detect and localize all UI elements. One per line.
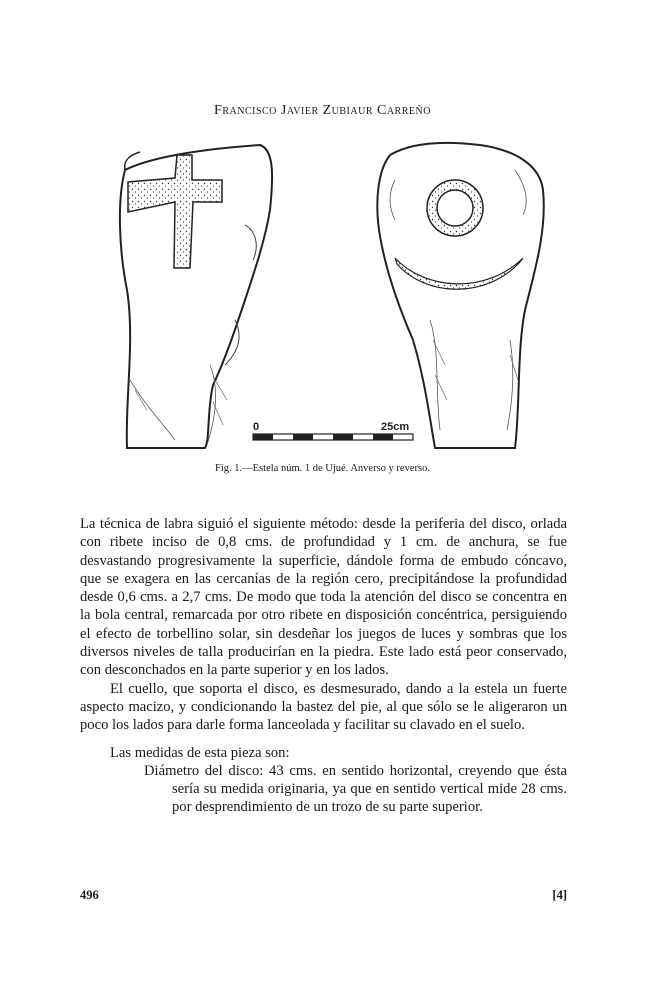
sequence-number: [4]: [552, 888, 567, 902]
figure-caption: Fig. 1.—Estela núm. 1 de Ujué. Anverso y reverso.: [215, 463, 430, 474]
figure-stele-drawing: [95, 140, 555, 455]
scale-bar: [253, 421, 413, 440]
body-text: [80, 515, 567, 817]
cross-relief: [128, 155, 222, 268]
stele-illustration: [95, 140, 555, 455]
scale-start-label: 0: [253, 421, 260, 433]
measure-item: Diámetro del disco: 43 cms. en sentido horizontal, creyendo que ésta sería su medida originaria, ya que en sentido vertical mide 28 cms. por desprendimiento de un trozo de su parte superior.: [144, 762, 567, 816]
crescent-groove: [395, 258, 523, 289]
page-footer: [80, 888, 567, 903]
stele-reverse: [377, 143, 543, 448]
scale-end-label: 25cm: [381, 421, 410, 433]
running-header: Francisco Javier Zubiaur Carreño: [214, 103, 431, 118]
stele-obverse: [120, 145, 272, 448]
measures-intro: Las medidas de esta pieza son:: [110, 744, 290, 761]
paragraph-1: La técnica de labra siguió el siguiente método: desde la periferia del disco, orlada con ribete inciso de 0,8 cms. de profundidad y 1 cm. de anchura, se fue desvastando progresivamente la superficie, dándole forma de embudo cóncavo, que se exagera en las cercanías de la región cero, precipitándose la profundidad desde 0,6 cms. a 2,7 cms. De modo que toda la atención del disco se concentra en la bola central, remarcada por otro ribete en disposición concéntrica, persiguiendo el efecto de torbellino solar, sin desdeñar los juegos de luces y sombras que los diversos niveles de talla producirían en la piedra. Este lado está peor conservado, con desconchados en la parte superior y en los lados.: [80, 516, 567, 679]
paragraph-2: El cuello, que soporta el disco, es desmesurado, dando a la estela un fuerte aspecto macizo, y condicionando la bastez del pie, al que sólo se le aligeraron un poco los lados para darle forma lanceolada y facilitar su clavado en el suelo.: [80, 680, 567, 734]
page-number: 496: [80, 888, 99, 902]
